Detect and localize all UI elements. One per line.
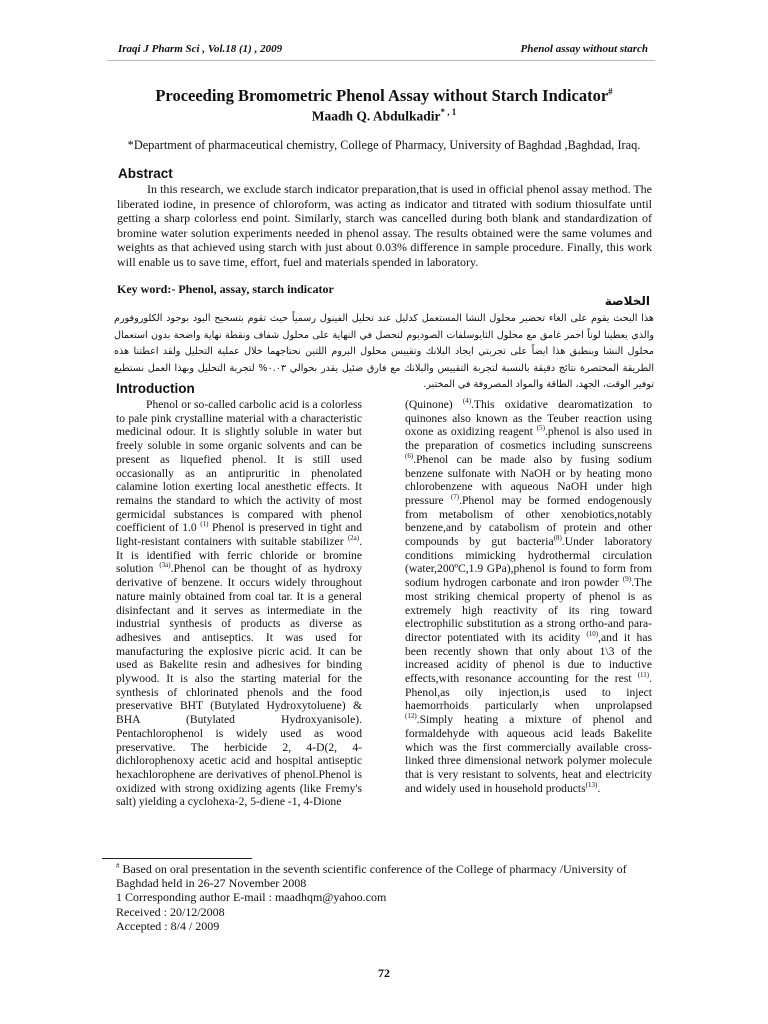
title-text: Proceeding Bromometric Phenol Assay without Starch Indicator (155, 86, 609, 105)
paragraph-text: .This oxidative dearomatization to quinones also known as the Teuber reaction using oxone as oxidizing reagent (405, 398, 652, 439)
header-rule (107, 60, 655, 61)
received-date: Received : 20/12/2008 (116, 904, 225, 919)
citation-marker: (13) (585, 780, 598, 789)
citation-marker: (3a) (159, 561, 171, 570)
paragraph-text: .The most striking chemical property of phenol is as extremely high reactivity of its ring toward electrophilic substitution as a strong ortho-and para-director potentiated with its acidity (405, 576, 652, 644)
paragraph-text: .Phenol can be made also by fusing sodium benzene sulfonate with NaOH or by heating mono chlorobenzene with aqueous NaOH under high pressure (405, 452, 652, 507)
presentation-footnote (116, 859, 661, 890)
abstract-heading: Abstract (118, 166, 173, 181)
journal-citation: Iraqi J Pharm Sci , Vol.18 (1) , 2009 (118, 43, 283, 55)
citation-marker: (4) (462, 397, 472, 406)
paragraph-text: (Quinone) (405, 398, 463, 411)
presentation-footnote-mark: # (116, 862, 120, 870)
citation-marker: (9) (622, 575, 632, 584)
arabic-abstract-body: هذا البحث يقوم على الغاء تحضير محلول النشا المستعمل كدليل عند تحليل الفينول رسمياً حيث تقوم بتسحيح اليود بوجود الكلوروفورم والذي يعطينا لوناً احمر غامق مع محلول الثايوسلفات الصوديوم لنحصل في النهاية على محلول شفاف ونقطة نهاية واضحة بدون استعمال محلول النشا وبنطبق هذا ايضاً على تجربتي ايجاد البلانك وتقييس محلول البروم اللتين نحتاجهما خلال عملية التحليل ولقد اعطتنا هذه الطريقة المختصرة نتائج دقيقة بالنسبة لتجربة التقييس والبلانك مع فارق ضئيل يقدر بحوالي ٠.٠٣% لتجربة التحليل وبهذا العمل نستطيع توفير الوقت، الجهد، الطاقة والمواد المصروفة في المختبر. (114, 313, 654, 390)
abstract-body (117, 182, 652, 270)
citation-marker: (7) (450, 493, 460, 502)
introduction-left-column (116, 398, 362, 809)
running-header (118, 43, 648, 55)
introduction-right-column (405, 398, 652, 795)
citation-marker: (10) (586, 630, 599, 639)
paragraph-text: . Phenol,as oily injection,is used to inject haemorrhoids particularly when unprolapsed (405, 672, 652, 713)
paragraph-text: . (597, 781, 601, 795)
citation-marker: (11) (637, 671, 650, 680)
presentation-footnote-text: Based on oral presentation in the seventh scientific conference of the College of pharmacy /University of Baghdad held in 26-27 November 2008 (116, 862, 627, 891)
arabic-abstract-heading: الخلاصة (604, 294, 650, 308)
running-title: Phenol assay without starch (520, 43, 648, 55)
title-footnote-mark: # (608, 86, 613, 97)
author-line (0, 107, 768, 125)
paragraph-text: .Simply heating a mixture of phenol and formaldehyde with aqueous acid leads Bakelite which was the first commercially available cross-linked three dimensional network polymer molecule that is very resistant to solvents, heat and electricity and widely used in household products (405, 713, 652, 795)
introduction-heading: Introduction (116, 381, 195, 396)
citation-marker: (5) (536, 424, 545, 433)
paper-title (0, 86, 768, 106)
paragraph-text: ,and it has been recently shown that only about 1\3 of the increased acidity of phenol is due to inductive effects,with resonance accounting for the rest (405, 630, 652, 686)
citation-marker: (12) (405, 712, 417, 721)
author-footnote-mark: * , 1 (440, 107, 457, 117)
footnotes (116, 859, 661, 933)
citation-marker: (2a) (347, 534, 360, 543)
paragraph-text: Phenol is preserved in tight and light-resistant containers with suitable stabilizer (116, 521, 363, 549)
paragraph-text: . It is identified with ferric chloride or bromine solution (116, 535, 362, 576)
paragraph-text: .Phenol may be formed endogenously from metabolism of other xenobiotics,notably benzene,and by catabolism of protein and other compounds by gut bacteria (405, 493, 653, 549)
abstract-text: In this research, we exclude starch indicator preparation,that is used in official phenol assay method. The liberated iodine, in presence of chloroform, was acting as indicator and titrated with sodium thiosulfate until getting a sharp colorless end point. Similarly, starch was cancelled during both blank and standardization of bromine water solution experiments needed in phenol assay. The results obtained were the same volumes and weights as that achieved using starch with just about 0.03% difference in sample procedure. Finally, this work will enable us to save time, effort, fuel and materials spended in laboratory. (117, 182, 652, 269)
paragraph-text: .Under laboratory conditions mimicking hydrothermal circulation (water,200ºC,1.9 GPa),phenol is found to form from sodium hydrogen carbonate and iron powder (405, 535, 652, 590)
page-number: 72 (378, 966, 390, 980)
citation-marker: (6) (405, 451, 414, 460)
paragraph-text: .phenol is also used in the preparation of cosmetics including sunscreens (405, 425, 652, 453)
keywords: Key word:- Phenol, assay, starch indicator (117, 282, 334, 296)
paragraph-text: .Phenol can be thought of as hydroxy derivative of benzene. It occurs widely throughout nature mainly obtained from coal tar. It is a general disinfectant and it serves as intermediate in the industrial synthesis of products as diverse as adhesives and antiseptics. It was used for manufacturing the explosive picric acid. It can be used as Bakelite resin and adhesives for binding plywood. It is also the starting material for the synthesis of chlorinated phenols and the food preservative BHT (Butylated Hydroxytoluene) & BHA (Butylated Hydroxyanisole). Pentachlorophenol is widely used as wood preservative. The herbicide 2, 4-D(2, 4- dichlorophenoxy acetic acid and hospital antiseptic hexachlorophene are derivatives of phenol.Phenol is oxidized with strong oxidizing agents (like Fremy's salt) yielding a cyclohexa-2, 5-diene -1, 4-Dione (116, 562, 362, 809)
corresponding-author-footnote: 1 Corresponding author E-mail : maadhqm@yahoo.com (116, 890, 387, 905)
paragraph-text: Phenol or so-called carbolic acid is a colorless to pale pink crystalline material with a characteristic medicinal odour. It is slightly soluble in water but freely soluble in some organic solvents and can be present as liquefied phenol. It is still used occasionally as an antipruritic in phenolated calamine lotion exerting local anesthetic effects. It remains the standard to which the activity of most germicidal substances is compared with phenol coefficient of 1.0 (116, 398, 362, 535)
accepted-date: Accepted : 8/4 / 2009 (116, 918, 220, 933)
citation-marker: (1) (200, 520, 209, 529)
author-name: Maadh Q. Abdulkadir (311, 108, 441, 124)
affiliation: *Department of pharmaceutical chemistry, College of Pharmacy, University of Baghdad ,Baghdad, Iraq. (127, 138, 641, 152)
citation-marker: (8) (553, 534, 562, 543)
